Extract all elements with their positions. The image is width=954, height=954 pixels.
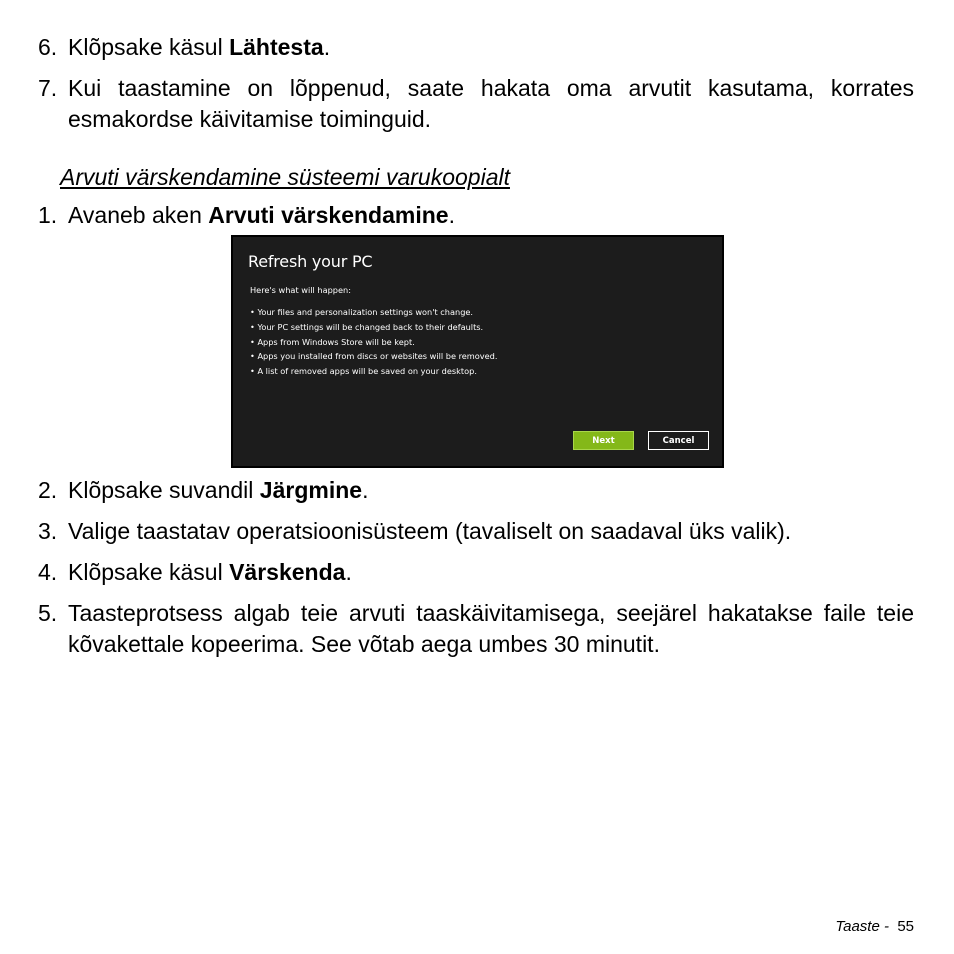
step-text: Avaneb aken Arvuti värskendamine. <box>68 202 455 228</box>
page-footer <box>835 918 914 935</box>
cancel-button[interactable]: Cancel <box>648 431 709 450</box>
dialog-subtitle: Here's what will happen: <box>250 285 351 295</box>
step-number: 3. <box>38 518 58 544</box>
step-number: 1. <box>38 202 58 228</box>
dialog-list <box>250 305 497 379</box>
step-number: 4. <box>38 559 58 585</box>
step-text: Klõpsake käsul Lähtesta. <box>68 34 331 60</box>
step-text: Taasteprotsess algab teie arvuti taaskäivitamisega, seejärel hakatakse faile teie kõvakettale kopeerima. See võtab aega umbes 30 minutit. <box>68 600 914 657</box>
dialog-list-item: • A list of removed apps will be saved on your desktop. <box>250 364 497 379</box>
ui-term: Lähtesta <box>229 34 324 60</box>
step-7 <box>38 73 914 135</box>
step-number: 5. <box>38 600 58 626</box>
dialog-list-item: • Your PC settings will be changed back to their defaults. <box>250 320 497 335</box>
dialog-list-item: • Your files and personalization settings won't change. <box>250 305 497 320</box>
section-heading: Arvuti värskendamine süsteemi varukoopialt <box>60 164 510 190</box>
ui-term: Järgmine <box>259 477 363 503</box>
refresh-pc-screenshot <box>231 235 724 468</box>
step-1 <box>38 200 914 231</box>
step-number: 2. <box>38 477 58 503</box>
step-number: 7. <box>38 75 58 101</box>
step-3 <box>38 516 914 547</box>
step-text: Klõpsake käsul Värskenda. <box>68 559 352 585</box>
step-4 <box>38 557 914 588</box>
step-number: 6. <box>38 34 58 60</box>
ui-term: Arvuti värskendamine <box>208 202 449 228</box>
next-button[interactable]: Next <box>573 431 634 450</box>
step-6 <box>38 32 914 63</box>
footer-section: Taaste - <box>835 918 898 935</box>
step-5 <box>38 598 914 660</box>
step-2 <box>38 475 914 506</box>
dialog-list-item: • Apps you installed from discs or websites will be removed. <box>250 349 497 364</box>
ui-term: Värskenda <box>229 559 346 585</box>
step-text: Valige taastatav operatsioonisüsteem (tavaliselt on saadaval üks valik). <box>68 518 792 544</box>
step-text: Kui taastamine on lõppenud, saate hakata oma arvutit kasutama, korrates esmakordse käivitamise toiminguid. <box>68 75 914 132</box>
page-number: 55 <box>897 918 914 935</box>
dialog-title: Refresh your PC <box>248 252 373 271</box>
dialog-list-item: • Apps from Windows Store will be kept. <box>250 335 497 350</box>
step-text: Klõpsake suvandil Järgmine. <box>68 477 369 503</box>
